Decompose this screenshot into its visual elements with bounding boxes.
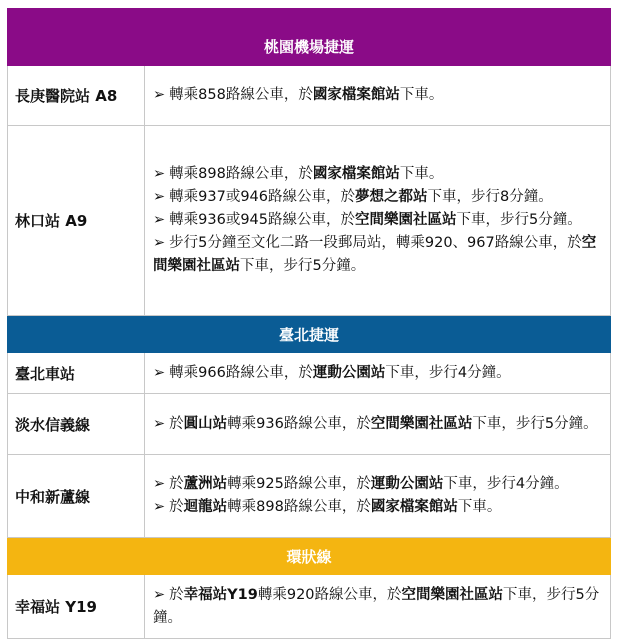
direction-item (153, 473, 602, 496)
direction-text: 步行5分鐘至文化二路一段郵局站，轉乘920、967路線公車，於 (169, 235, 582, 251)
section-title: 桃園機場捷運 (263, 37, 354, 56)
arrow-bullet-icon: ➢ (153, 166, 166, 182)
direction-item (153, 413, 602, 436)
bus-stop-name: 迴龍站 (183, 499, 228, 515)
bus-stop-name: 國家檔案館站 (370, 499, 458, 515)
direction-text: 下車，步行4分鐘。 (385, 364, 511, 381)
arrow-bullet-icon: ➢ (153, 415, 166, 432)
direction-text: 於 (169, 476, 184, 492)
directions-cell (145, 126, 610, 315)
directions-cell (145, 394, 610, 454)
direction-text: 轉乘936或945路線公車，於 (169, 212, 356, 228)
direction-item (153, 232, 602, 278)
table-row (7, 575, 611, 639)
direction-text: 下車。 (399, 166, 444, 182)
bus-stop-name: 國家檔案館站 (312, 166, 400, 182)
station-name: 幸福站 Y19 (8, 575, 145, 638)
directions-cell (145, 66, 610, 125)
bus-stop-name: 圓山站 (183, 415, 228, 432)
direction-item (153, 209, 602, 232)
direction-text: 轉乘925路線公車，於 (227, 476, 371, 492)
directions-cell (145, 575, 610, 638)
bus-stop-name: 國家檔案館站 (312, 87, 400, 103)
direction-text: 轉乘858路線公車，於 (169, 87, 313, 103)
direction-text: 轉乘898路線公車，於 (227, 499, 371, 515)
arrow-bullet-icon: ➢ (153, 189, 166, 205)
section-header (7, 316, 611, 353)
direction-text: 下車。 (399, 87, 444, 103)
direction-text: 轉乘898路線公車，於 (169, 166, 313, 182)
direction-item (153, 163, 602, 186)
section-header (7, 538, 611, 575)
bus-stop-name: 運動公園站 (312, 364, 386, 381)
direction-text: 下車，步行5分鐘。 (472, 415, 598, 432)
direction-text: 下車，步行8分鐘。 (427, 189, 553, 205)
direction-text: 轉乘920路線公車，於 (257, 586, 402, 603)
arrow-bullet-icon: ➢ (153, 87, 166, 103)
table-row (7, 66, 611, 126)
bus-stop-name: 空間樂園社區站 (153, 235, 597, 274)
direction-text: 於 (169, 499, 184, 515)
direction-text: 下車，步行5分鐘。 (153, 586, 600, 626)
station-name: 長庚醫院站 A8 (8, 66, 145, 125)
table-row (7, 126, 611, 316)
table-row (7, 353, 611, 394)
direction-text: 轉乘936路線公車，於 (227, 415, 371, 432)
arrow-bullet-icon: ➢ (153, 235, 166, 251)
arrow-bullet-icon: ➢ (153, 586, 166, 603)
direction-text: 下車，步行4分鐘。 (443, 476, 569, 492)
direction-item (153, 186, 602, 209)
directions-cell (145, 353, 610, 393)
direction-text: 下車，步行5分鐘。 (240, 258, 366, 274)
bus-stop-name: 夢想之都站 (355, 189, 428, 205)
bus-stop-name: 空間樂園社區站 (355, 212, 457, 228)
bus-stop-name: 幸福站Y19 (183, 586, 258, 603)
section-header (7, 8, 611, 66)
bus-stop-name: 空間樂園社區站 (370, 415, 473, 432)
table-row (7, 455, 611, 538)
arrow-bullet-icon: ➢ (153, 499, 166, 515)
transit-directions-table (7, 8, 611, 639)
arrow-bullet-icon: ➢ (153, 476, 166, 492)
section-title: 臺北捷運 (278, 326, 339, 344)
direction-item (153, 362, 602, 385)
direction-text: 轉乘937或946路線公車，於 (169, 189, 356, 205)
bus-stop-name: 運動公園站 (370, 476, 444, 492)
bus-stop-name: 蘆洲站 (183, 476, 228, 492)
station-name: 中和新蘆線 (8, 455, 145, 537)
section-title: 環狀線 (286, 548, 332, 566)
bus-stop-name: 空間樂園社區站 (401, 586, 504, 603)
arrow-bullet-icon: ➢ (153, 364, 166, 381)
direction-text: 於 (169, 415, 184, 432)
station-name: 淡水信義線 (8, 394, 145, 454)
direction-text: 下車，步行5分鐘。 (456, 212, 582, 228)
direction-item (153, 84, 602, 107)
station-name: 臺北車站 (8, 353, 145, 393)
directions-cell (145, 455, 610, 537)
direction-text: 轉乘966路線公車，於 (169, 364, 313, 381)
direction-text: 於 (169, 586, 184, 603)
direction-item (153, 496, 602, 519)
station-name: 林口站 A9 (8, 126, 145, 315)
arrow-bullet-icon: ➢ (153, 212, 166, 228)
direction-item (153, 584, 602, 630)
direction-text: 下車。 (457, 499, 502, 515)
table-row (7, 394, 611, 455)
